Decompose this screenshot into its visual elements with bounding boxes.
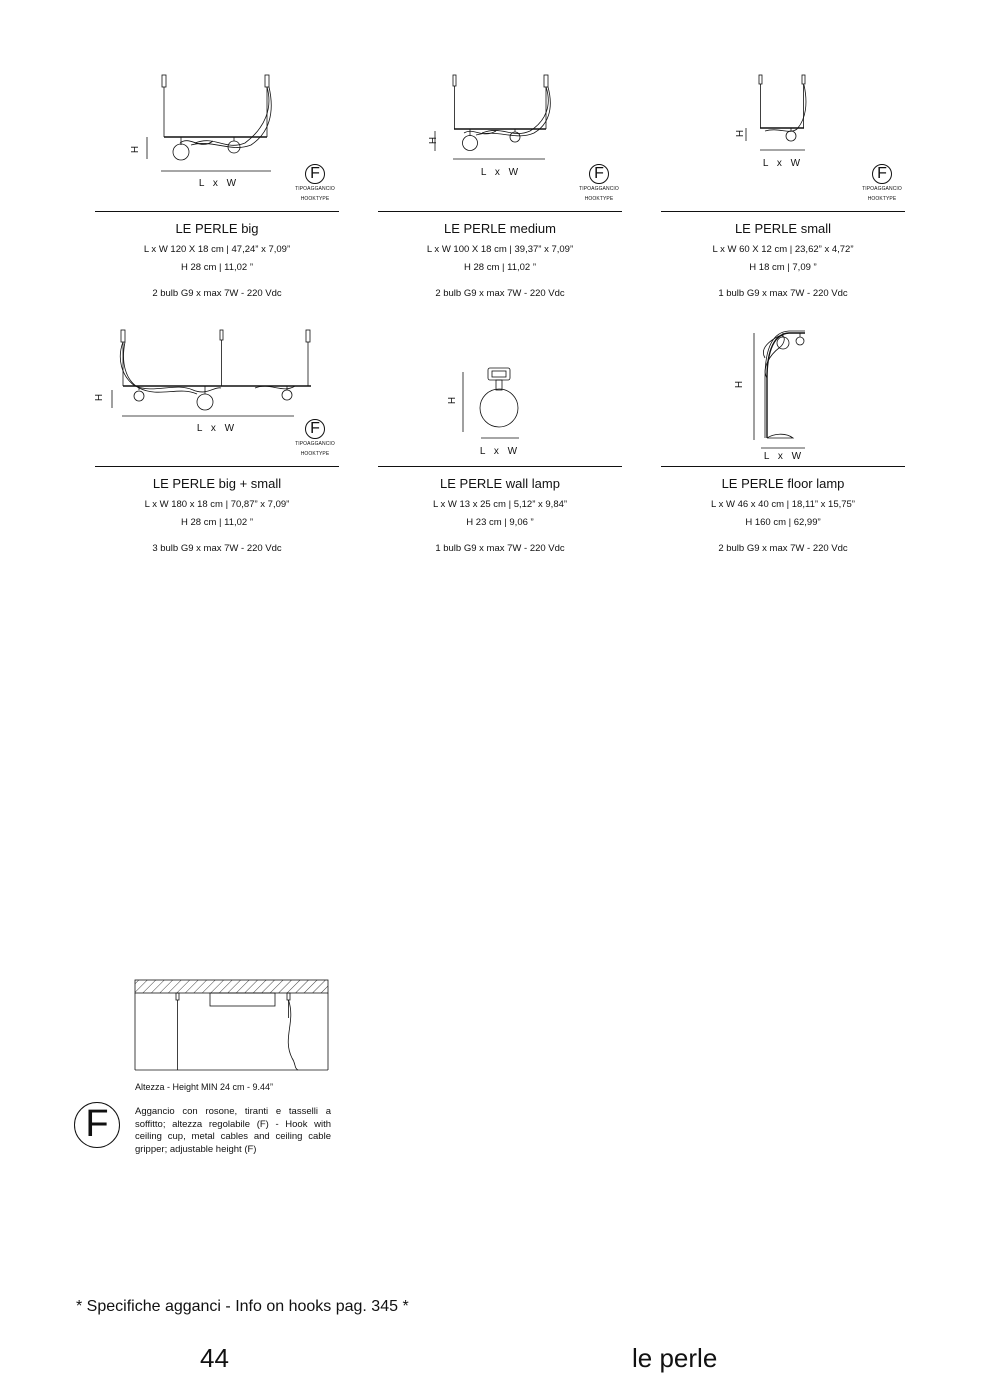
product-dimensions: L x W 13 x 25 cm | 5,12” x 9,84” — [432, 499, 568, 510]
hook-type-f-icon: F — [589, 164, 609, 184]
product-bulbs: 2 bulb G9 x max 7W - 220 Vdc — [435, 288, 565, 299]
height-axis-label: H — [447, 396, 459, 405]
product-dimensions: L x W 60 X 12 cm | 23,62” x 4,72” — [712, 244, 854, 255]
product-name: LE PERLE small — [734, 221, 832, 236]
hook-type-f-icon: F — [872, 164, 892, 184]
product-dimensions: L x W 120 X 18 cm | 47,24” x 7,09” — [143, 244, 291, 255]
divider-line — [378, 466, 622, 467]
hook-type-badge — [574, 164, 624, 204]
product-height: H 18 cm | 7,09 ” — [749, 262, 817, 273]
product-name: LE PERLE wall lamp — [440, 476, 560, 491]
hook-type-badge — [290, 419, 340, 459]
product-le-perle-big-small — [95, 328, 339, 573]
product-height: H 28 cm | 11,02 ” — [181, 517, 253, 528]
page-number: 44 — [200, 1343, 229, 1373]
product-height: H 23 cm | 9,06 ” — [466, 517, 534, 528]
length-width-axis-label: L x W — [479, 446, 521, 457]
divider-line — [95, 466, 339, 467]
divider-line — [378, 211, 622, 212]
height-axis-label: H — [735, 129, 747, 138]
product-bulbs: 3 bulb G9 x max 7W - 220 Vdc — [152, 543, 282, 554]
height-axis-label: H — [94, 393, 106, 402]
product-name: LE PERLE floor lamp — [721, 476, 845, 491]
product-dimensions: L x W 46 x 40 cm | 18,11” x 15,75” — [711, 499, 855, 510]
hook-caption-en: HOOKTYPE — [867, 196, 897, 202]
product-name: LE PERLE medium — [444, 221, 556, 236]
product-bulbs: 2 bulb G9 x max 7W - 220 Vdc — [718, 543, 848, 554]
ceiling-hook-diagram — [132, 978, 332, 1074]
hook-type-f-icon: F — [305, 419, 325, 439]
product-dimensions: L x W 180 x 18 cm | 70,87” x 7,09” — [144, 499, 290, 510]
product-bulbs: 1 bulb G9 x max 7W - 220 Vdc — [718, 288, 848, 299]
product-le-perle-small — [661, 73, 905, 318]
divider-line — [661, 211, 905, 212]
hook-type-f-icon: F — [305, 164, 325, 184]
length-width-axis-label: L x W — [196, 423, 238, 434]
product-name: LE PERLE big — [175, 221, 259, 236]
divider-line — [95, 211, 339, 212]
hook-type-f-icon: F — [74, 1102, 120, 1148]
product-bulbs: 1 bulb G9 x max 7W - 220 Vdc — [435, 543, 565, 554]
hook-caption-it: TIPOAGGANCIO — [295, 441, 335, 447]
product-name: LE PERLE big + small — [152, 476, 282, 491]
divider-line — [661, 466, 905, 467]
product-height: H 28 cm | 11,02 ” — [181, 262, 253, 273]
hook-caption-it: TIPOAGGANCIO — [295, 186, 335, 192]
hook-caption-it: TIPOAGGANCIO — [862, 186, 902, 192]
hooks-footnote: * Specifiche agganci - Info on hooks pag. 345 * — [76, 1298, 409, 1315]
product-le-perle-floor-lamp — [661, 328, 905, 573]
hook-caption-it: TIPOAGGANCIO — [579, 186, 619, 192]
height-axis-label: H — [428, 136, 440, 145]
hook-caption-en: HOOKTYPE — [584, 196, 614, 202]
hook-caption-en: HOOKTYPE — [300, 451, 330, 457]
collection-name: le perle — [632, 1343, 718, 1373]
hook-type-badge — [290, 164, 340, 204]
product-le-perle-medium — [378, 73, 622, 318]
product-le-perle-wall-lamp — [378, 328, 622, 573]
length-width-axis-label: L x W — [480, 167, 522, 178]
product-height: H 28 cm | 11,02 ” — [464, 262, 536, 273]
hook-description: Aggancio con rosone, tiranti e tasselli a soffitto; altezza regolabile (F) - Hook with ceiling cup, metal cables and ceiling cable gripper; adjustable height (F) — [135, 1106, 331, 1155]
product-le-perle-big — [95, 73, 339, 318]
product-bulbs: 2 bulb G9 x max 7W - 220 Vdc — [152, 288, 282, 299]
height-axis-label: H — [130, 145, 142, 154]
length-width-axis-label: L x W — [762, 158, 804, 169]
height-axis-label: H — [734, 380, 746, 389]
hook-type-badge — [857, 164, 907, 204]
product-height: H 160 cm | 62,99” — [745, 517, 821, 528]
length-width-axis-label: L x W — [198, 178, 240, 189]
hook-min-height: Altezza - Height MIN 24 cm - 9.44” — [135, 1082, 274, 1092]
product-dimensions: L x W 100 X 18 cm | 39,37” x 7,09” — [426, 244, 574, 255]
hook-caption-en: HOOKTYPE — [300, 196, 330, 202]
length-width-axis-label: L x W — [763, 451, 805, 462]
